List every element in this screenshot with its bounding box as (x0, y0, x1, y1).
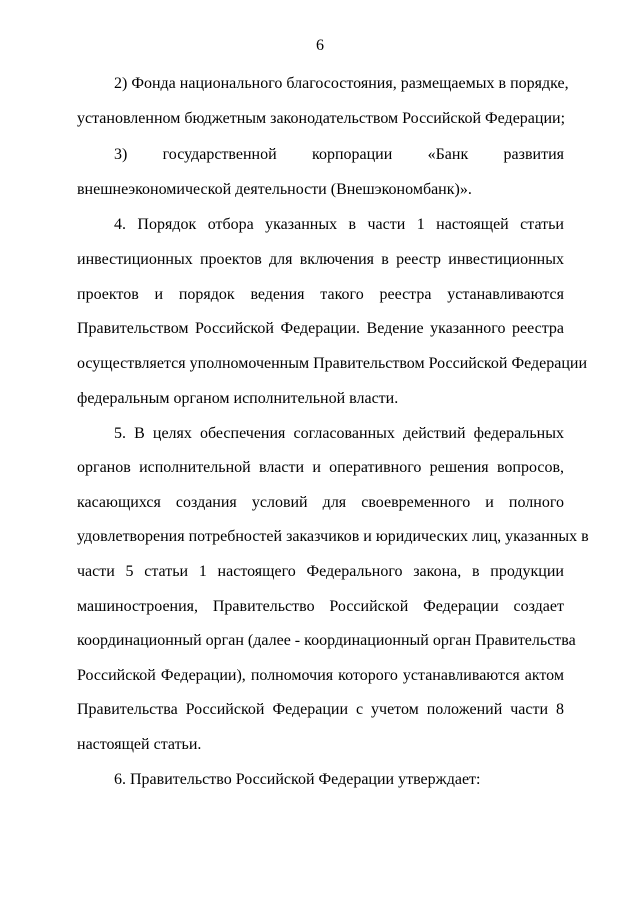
paragraph-4-line-4: Правительством Российской Федерации. Ведение указанного реестра (77, 320, 564, 337)
paragraph-5-line-9: Правительства Российской Федерации с учетом положений части 8 (77, 701, 564, 718)
paragraph-4-line-5: осуществляется уполномоченным Правительством Российской Федерации (77, 355, 588, 372)
paragraph-5-line-8: Российской Федерации), полномочия которого устанавливаются актом (77, 667, 564, 684)
paragraph-4-line-2: инвестиционных проектов для включения в реестр инвестиционных (77, 251, 564, 268)
paragraph-5-line-4: удовлетворения потребностей заказчиков и юридических лиц, указанных в (77, 528, 589, 545)
paragraph-4-line-3: проектов и порядок ведения такого реестра устанавливаются (77, 286, 564, 303)
page-number: 6 (316, 37, 324, 54)
item-3-line-2: внешнеэкономической деятельности (Внешэкономбанк)». (77, 181, 472, 198)
paragraph-5-line-3: касающихся создания условий для своевременного и полного (77, 494, 564, 511)
paragraph-4-line-1: 4. Порядок отбора указанных в части 1 настоящей статьи (114, 216, 564, 233)
paragraph-5-line-2: органов исполнительной власти и оперативного решения вопросов, (77, 459, 564, 476)
paragraph-5-line-10: настоящей статьи. (77, 736, 202, 753)
paragraph-4-line-6: федеральным органом исполнительной власти. (77, 390, 399, 407)
paragraph-5-line-5: части 5 статьи 1 настоящего Федерального закона, в продукции (77, 563, 564, 580)
paragraph-6-line-1: 6. Правительство Российской Федерации утверждает: (114, 771, 481, 788)
item-2-line-1: 2) Фонда национального благосостояния, размещаемых в порядке, (114, 75, 569, 92)
paragraph-5-line-7: координационный орган (далее - координационный орган Правительства (77, 632, 576, 649)
paragraph-5-line-6: машиностроения, Правительство Российской Федерации создает (77, 598, 564, 615)
item-3-line-1: 3) государственной корпорации «Банк развития (114, 146, 564, 163)
paragraph-5-line-1: 5. В целях обеспечения согласованных действий федеральных (114, 425, 564, 442)
item-2-line-2: установленном бюджетным законодательством Российской Федерации; (77, 110, 566, 127)
